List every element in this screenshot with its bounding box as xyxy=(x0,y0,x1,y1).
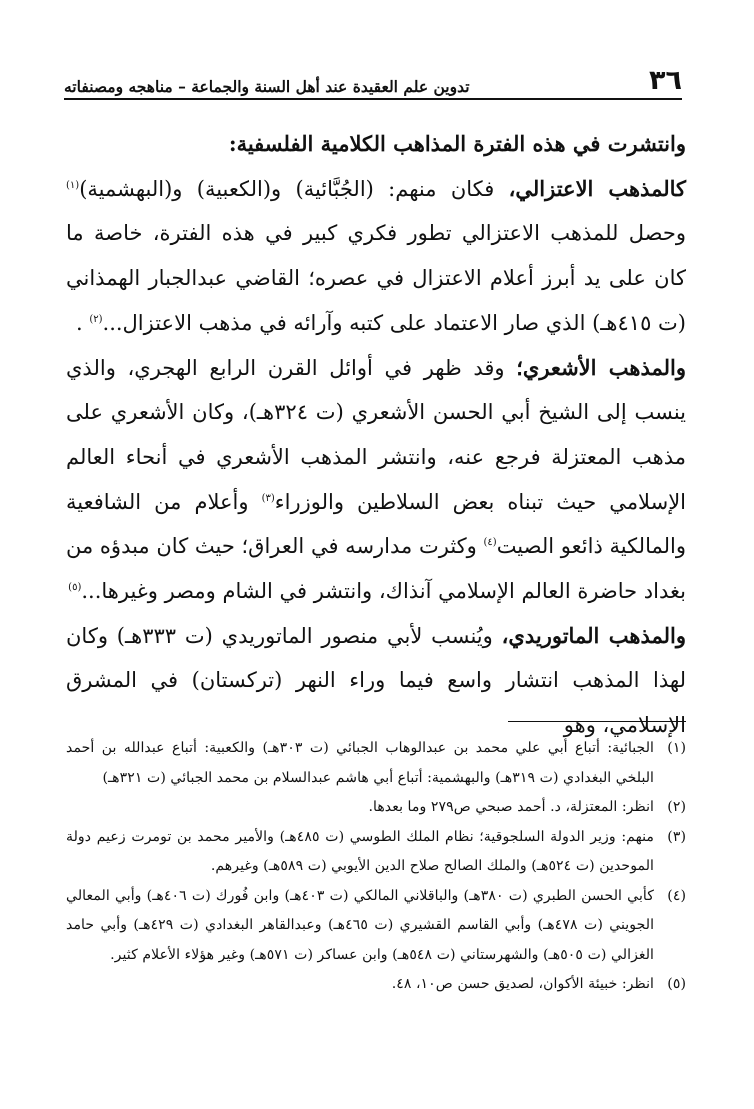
paragraph-maturidi xyxy=(66,614,686,748)
footnote-number: (١) xyxy=(667,740,686,756)
running-title: تدوين علم العقيدة عند أهل السنة والجماعة – مناهجه ومصنفاته xyxy=(64,76,470,96)
paragraph-text: وقد ظهر في أوائل القرن الرابع الهجري، والذي ينسب إلى الشيخ أبي الحسن الأشعري (ت ٣٢٤هـ)، وكان الأشعري على مذهب المعتزلة فرجع عنه، وانتشر المذهب الأشعري في أنحاء العالم الإسلامي حيث تبناه بعض السلاطين والوزراء xyxy=(66,355,686,514)
footnote-3 xyxy=(66,823,686,882)
intro-heading: وانتشرت في هذه الفترة المذاهب الكلامية الفلسفية: xyxy=(228,131,686,156)
section-intro xyxy=(66,122,686,167)
paragraph-ashari xyxy=(66,346,686,614)
footnote-text: الجبائية: أتباع أبي علي محمد بن عبدالوهاب الجبائي (ت ٣٠٣هـ) والكعبية: أتباع عبدالله بن أحمد البلخي البغدادي (ت ٣١٩هـ) والبهشمية: أتباع أبي هاشم عبدالسلام بن محمد الجبائي (ت ٣٢١هـ) xyxy=(66,740,654,786)
page-number: ٣٦ xyxy=(649,65,682,96)
paragraph-text: فكان منهم: (الجُبَّائية) و(الكعبية) و(البهشمية) xyxy=(79,176,509,201)
footnote-number: (٢) xyxy=(667,799,686,815)
paragraph-text: وكثرت مدارسه في العراق؛ حيث كان مبدؤه من بغداد حاضرة العالم الإسلامي آنذاك، وانتشر في الشام ومصر وغيرها... xyxy=(66,534,686,604)
footnote-number: (٥) xyxy=(667,976,686,992)
footnote-text: كأبي الحسن الطبري (ت ٣٨٠هـ) والباقلاني المالكي (ت ٤٠٣هـ) وابن فُورك (ت ٤٠٦هـ) وأبي المعالي الجويني (ت ٤٧٨هـ) وأبي القاسم القشيري (ت ٤٦٥هـ) وعبدالقاهر البغدادي (ت ٤٢٩هـ) وأبي حامد الغزالي (ت ٥٠٥هـ) والشهرستاني (ت ٥٤٨هـ) وابن عساكر (ت ٥٧١هـ) وغير هؤلاء الأعلام كثير. xyxy=(66,887,655,963)
footnotes xyxy=(66,734,686,1000)
paragraph-text: وأعلام من الشافعية والمالكية ذائعو الصيت xyxy=(66,489,686,559)
footnote-1 xyxy=(66,734,686,793)
footnote-ref-1[interactable]: (١) xyxy=(66,179,80,191)
footnote-5 xyxy=(66,970,686,1000)
footnote-ref-3[interactable]: (٣) xyxy=(261,492,275,504)
page-header xyxy=(64,58,682,100)
footnote-2 xyxy=(66,793,686,823)
paragraph-text: ويُنسب لأبي منصور الماتوريدي (ت ٣٣٣هـ) وكان لهذا المذهب انتشار واسع فيما وراء النهر (تركستان) في المشرق الإسلامي، وهو xyxy=(66,623,686,738)
footnote-ref-5[interactable]: (٥) xyxy=(68,582,82,594)
footnote-text: انظر: المعتزلة، د. أحمد صبحي ص٢٧٩ وما بعدها. xyxy=(368,799,654,815)
ashari-lead: والمذهب الأشعري؛ xyxy=(516,354,687,380)
footnote-separator xyxy=(508,721,686,722)
mutazila-lead: كالمذهب الاعتزالي، xyxy=(508,175,687,201)
main-text xyxy=(66,122,686,748)
paragraph-text: وحصل للمذهب الاعتزالي تطور فكري كبير في هذه الفترة، خاصة ما كان على يد أبرز أعلام الاعتزال في عصره؛ القاضي عبدالجبار الهمذاني (ت ٤١٥هـ) الذي صار الاعتماد على كتبه وآرائه في مذهب الاعتزال... xyxy=(66,221,686,335)
footnote-number: (٣) xyxy=(667,828,686,845)
footnote-number: (٤) xyxy=(667,887,686,904)
footnote-text: منهم: وزير الدولة السلجوقية؛ نظام الملك الطوسي (ت ٤٨٥هـ) والأمير محمد بن تومرت زعيم دولة الموحدين (ت ٥٢٤هـ) والملك الصالح صلاح الدين الأيوبي (ت ٥٨٩هـ) وغيرهم. xyxy=(66,828,654,874)
paragraph-text: . xyxy=(75,310,90,335)
footnote-text: انظر: خبيئة الأكوان، لصديق حسن ص١٠، ٤٨. xyxy=(391,976,654,992)
footnote-ref-4[interactable]: (٤) xyxy=(483,537,497,549)
paragraph-mutazila xyxy=(66,167,686,346)
footnote-4 xyxy=(66,882,686,971)
footnote-ref-2[interactable]: (٢) xyxy=(89,313,103,325)
maturidi-lead: والمذهب الماتوريدي، xyxy=(501,622,686,648)
